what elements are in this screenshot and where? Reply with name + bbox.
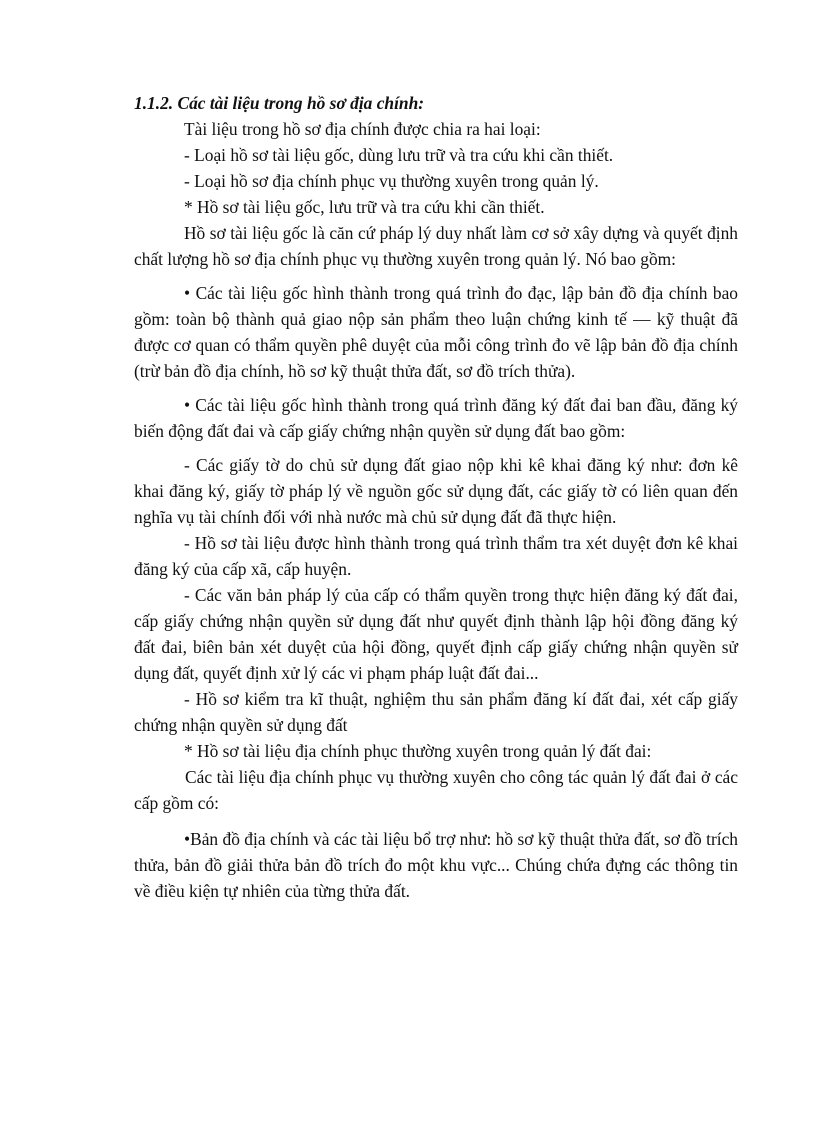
bullet-survey-documents: • Các tài liệu gốc hình thành trong quá trình đo đạc, lập bản đồ địa chính bao gồm: toàn bộ thành quả giao nộp sản phẩm theo luận chứng kinh tế — kỹ thuật đã được cơ quan có thẩm quyền phê duyệt của mỗi công trình đo vẽ lập bản đồ địa chính (trừ bản đồ địa chính, hồ sơ kỹ thuật thửa đất, sơ đồ trích thửa).	[134, 283, 738, 381]
bullet-registration-documents: • Các tài liệu gốc hình thành trong quá trình đăng ký đất đai ban đầu, đăng ký biến động đất đai và cấp giấy chứng nhận quyền sử dụng đất bao gồm:	[134, 395, 738, 441]
document-body	[134, 90, 738, 904]
subheading-original-records: * Hồ sơ tài liệu gốc, lưu trữ và tra cứu khi cần thiết.	[184, 197, 545, 217]
bullet-cadastral-maps: •Bản đồ địa chính và các tài liệu bổ trợ như: hồ sơ kỹ thuật thửa đất, sơ đồ trích thửa, bản đồ giải thửa bản đồ trích đo một khu vực... Chúng chứa đựng các thông tin về điều kiện tự nhiên của từng thửa đất.	[134, 829, 738, 901]
section-heading: 1.1.2. Các tài liệu trong hồ sơ địa chính:	[134, 93, 425, 113]
subheading-regular-records: * Hồ sơ tài liệu địa chính phục thường xuyên trong quản lý đất đai:	[184, 741, 652, 761]
dash-item-legal-documents: - Các văn bản pháp lý của cấp có thẩm quyền trong thực hiện đăng ký đất đai, cấp giấy chứng nhận quyền sử dụng đất như quyết định thành lập hội đồng đăng ký đất đai, biên bản xét duyệt của hội đồng, quyết định cấp giấy chứng nhận quyền sử dụng đất, quyết định xử lý các vi phạm pháp luật đất đai...	[134, 585, 738, 683]
dash-item-technical-inspection: - Hồ sơ kiểm tra kĩ thuật, nghiệm thu sản phẩm đăng kí đất đai, xét cấp giấy chứng nhận quyền sử dụng đất	[134, 689, 738, 735]
dash-item-review-records: - Hồ sơ tài liệu được hình thành trong quá trình thẩm tra xét duyệt đơn kê khai đăng ký của cấp xã, cấp huyện.	[134, 533, 738, 579]
list-item-original-records: - Loại hồ sơ tài liệu gốc, dùng lưu trữ và tra cứu khi cần thiết.	[184, 145, 614, 165]
list-item-regular-records: - Loại hồ sơ địa chính phục vụ thường xuyên trong quản lý.	[184, 171, 599, 191]
paragraph-original-records-basis: Hồ sơ tài liệu gốc là căn cứ pháp lý duy nhất làm cơ sở xây dựng và quyết định chất lượng hồ sơ địa chính phục vụ thường xuyên trong quản lý. Nó bao gồm:	[134, 223, 738, 269]
paragraph-regular-records-intro: Các tài liệu địa chính phục vụ thường xuyên cho công tác quản lý đất đai ở các cấp gồm có:	[134, 767, 738, 813]
intro-paragraph: Tài liệu trong hồ sơ địa chính được chia ra hai loại:	[184, 119, 541, 139]
dash-item-owner-papers: - Các giấy tờ do chủ sử dụng đất giao nộp khi kê khai đăng ký như: đơn kê khai đăng ký, giấy tờ pháp lý về nguồn gốc sử dụng đất, các giấy tờ có liên quan đến nghĩa vụ tài chính đối với nhà nước mà chủ sử dụng đất đã thực hiện.	[134, 455, 738, 527]
